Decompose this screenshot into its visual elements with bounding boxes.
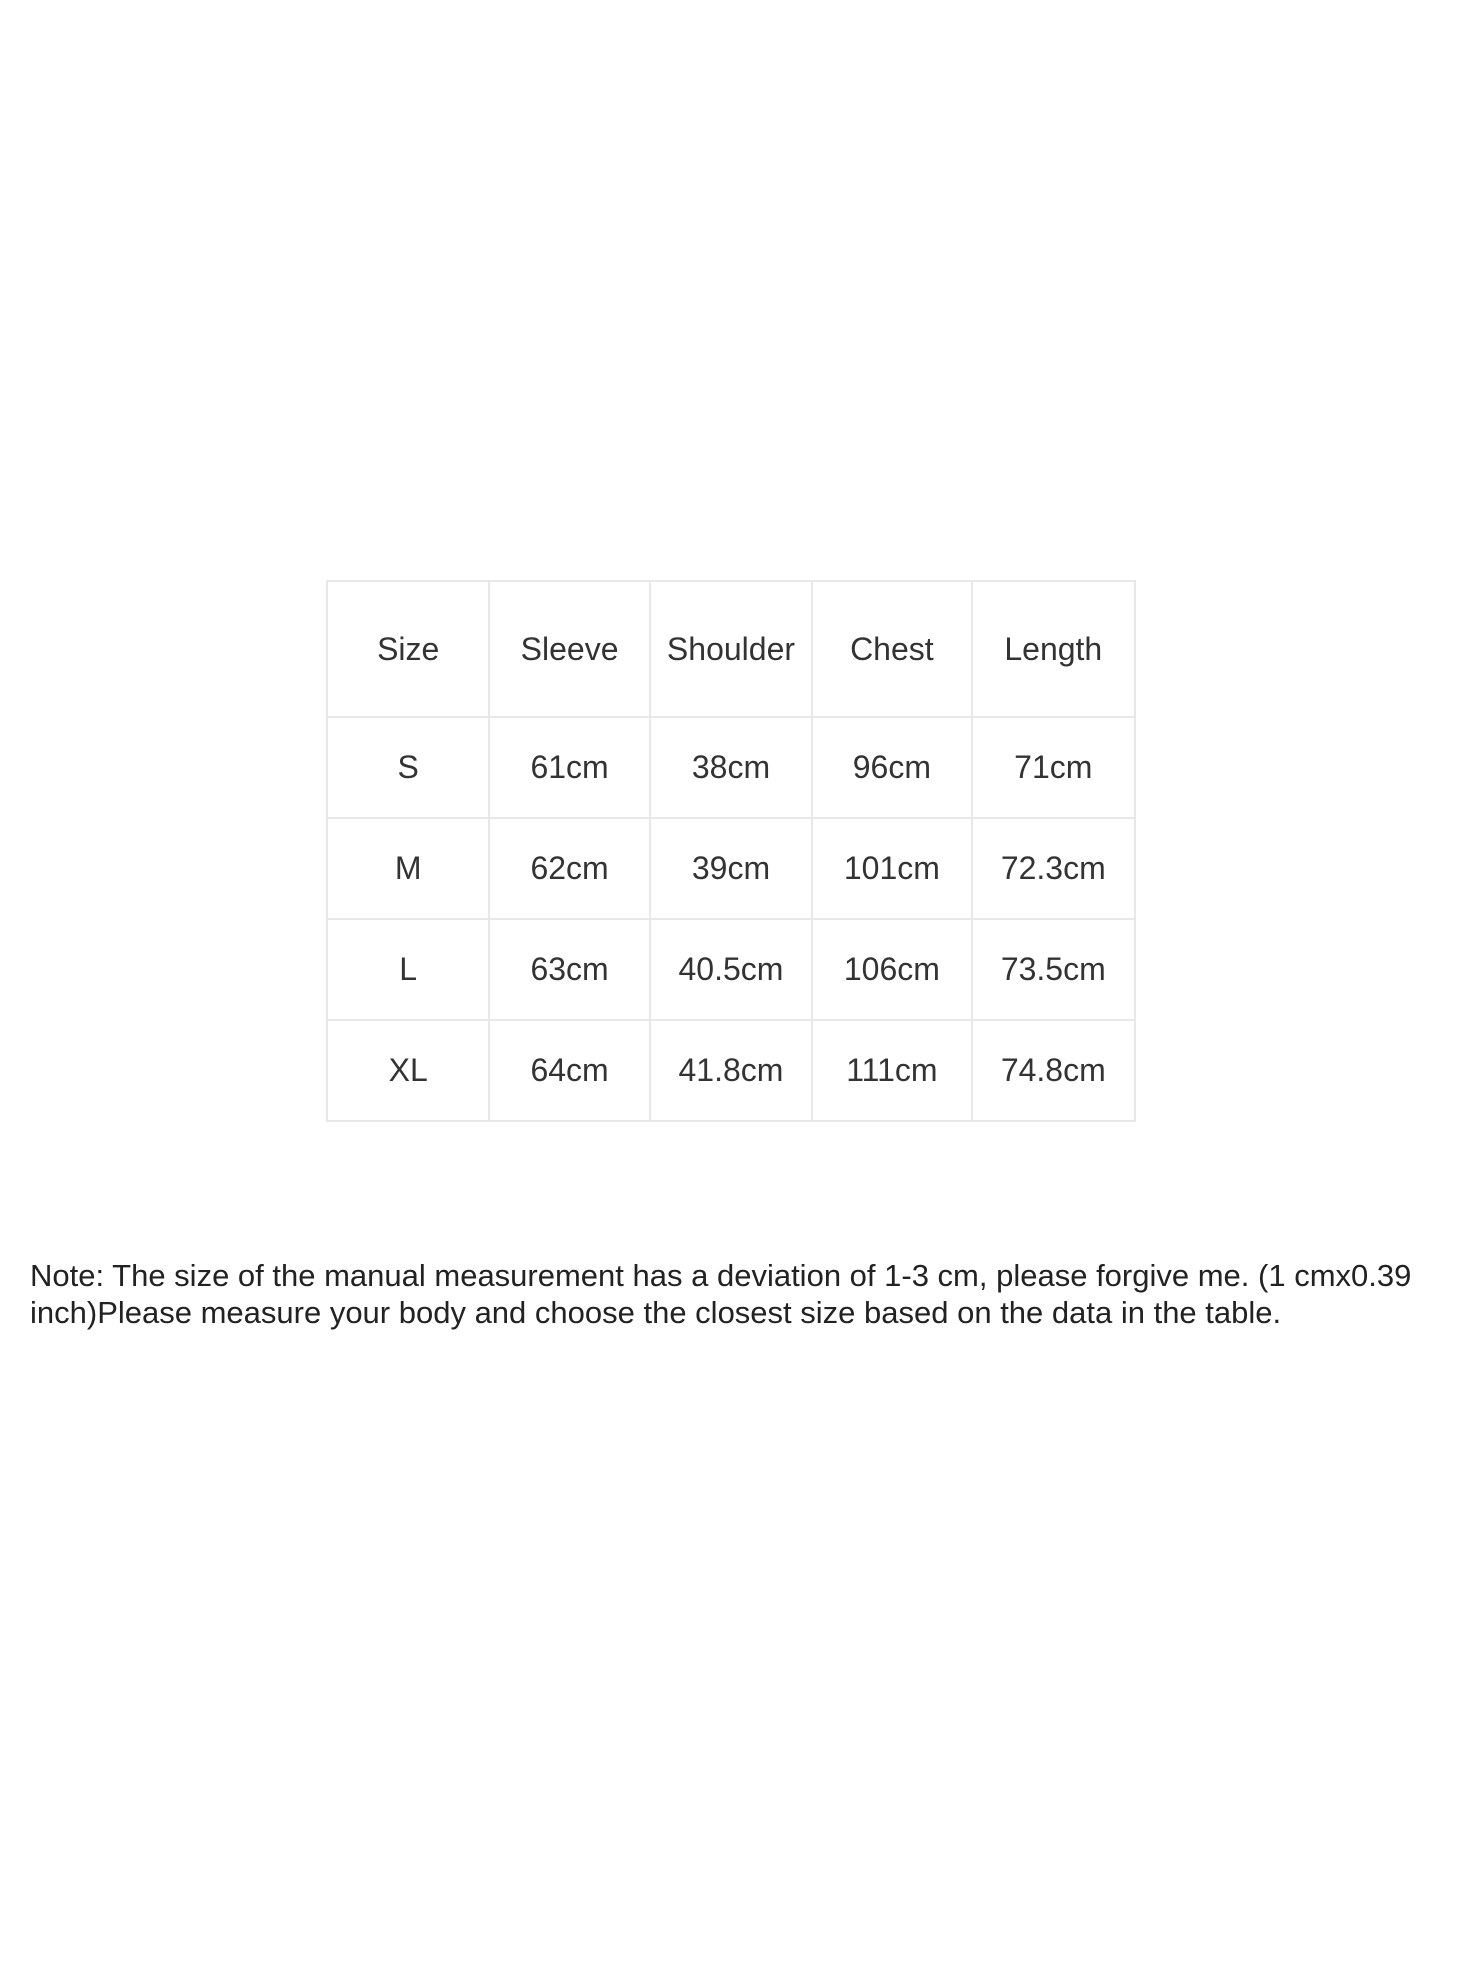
cell-size: M bbox=[327, 818, 489, 919]
cell-size: XL bbox=[327, 1020, 489, 1121]
cell-size: L bbox=[327, 919, 489, 1020]
table-row bbox=[327, 1020, 1135, 1121]
header-sleeve: Sleeve bbox=[489, 581, 649, 717]
cell-sleeve: 64cm bbox=[489, 1020, 649, 1121]
cell-shoulder: 40.5cm bbox=[650, 919, 812, 1020]
cell-sleeve: 62cm bbox=[489, 818, 649, 919]
cell-shoulder: 39cm bbox=[650, 818, 812, 919]
header-shoulder: Shoulder bbox=[650, 581, 812, 717]
cell-shoulder: 38cm bbox=[650, 717, 812, 818]
cell-shoulder: 41.8cm bbox=[650, 1020, 812, 1121]
measurement-note: Note: The size of the manual measurement has a deviation of 1-3 cm, please forgive me. (1 cmx0.39 inch)Please measure your body and choose the closest size based on the data in the table. bbox=[30, 1258, 1412, 1330]
cell-chest: 111cm bbox=[812, 1020, 971, 1121]
cell-chest: 101cm bbox=[812, 818, 971, 919]
header-chest: Chest bbox=[812, 581, 971, 717]
size-chart-table bbox=[326, 580, 1136, 1122]
cell-size: S bbox=[327, 717, 489, 818]
table-header-row bbox=[327, 581, 1135, 717]
cell-length: 72.3cm bbox=[972, 818, 1135, 919]
table-row bbox=[327, 717, 1135, 818]
cell-sleeve: 61cm bbox=[489, 717, 649, 818]
header-size: Size bbox=[327, 581, 489, 717]
cell-length: 71cm bbox=[972, 717, 1135, 818]
cell-chest: 96cm bbox=[812, 717, 971, 818]
cell-length: 73.5cm bbox=[972, 919, 1135, 1020]
table-row bbox=[327, 818, 1135, 919]
cell-length: 74.8cm bbox=[972, 1020, 1135, 1121]
header-length: Length bbox=[972, 581, 1135, 717]
table-row bbox=[327, 919, 1135, 1020]
cell-chest: 106cm bbox=[812, 919, 971, 1020]
cell-sleeve: 63cm bbox=[489, 919, 649, 1020]
